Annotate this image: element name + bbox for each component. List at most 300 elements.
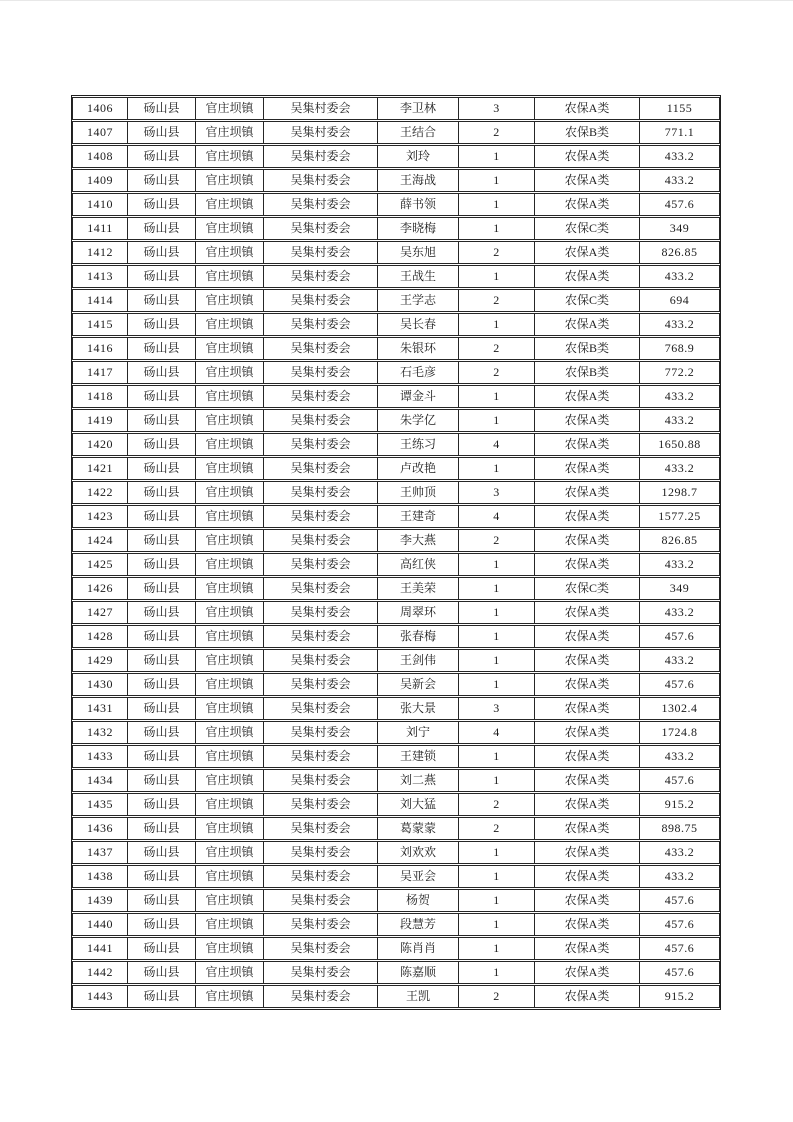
cell-town: 官庄坝镇 bbox=[196, 337, 264, 360]
cell-insurance-category: 农保A类 bbox=[535, 505, 640, 528]
cell-serial-number: 1416 bbox=[72, 337, 128, 360]
cell-serial-number: 1419 bbox=[72, 409, 128, 432]
table-row bbox=[72, 337, 720, 360]
cell-county: 砀山县 bbox=[128, 241, 196, 264]
cell-serial-number: 1441 bbox=[72, 937, 128, 960]
cell-amount: 433.2 bbox=[640, 265, 720, 288]
cell-amount: 433.2 bbox=[640, 169, 720, 192]
cell-county: 砀山县 bbox=[128, 481, 196, 504]
cell-amount: 433.2 bbox=[640, 409, 720, 432]
cell-person-count: 2 bbox=[459, 337, 535, 360]
table-row bbox=[72, 505, 720, 528]
cell-amount: 457.6 bbox=[640, 769, 720, 792]
cell-person-name: 葛蒙蒙 bbox=[378, 817, 459, 840]
cell-insurance-category: 农保A类 bbox=[535, 529, 640, 552]
cell-serial-number: 1434 bbox=[72, 769, 128, 792]
cell-person-count: 1 bbox=[459, 673, 535, 696]
cell-serial-number: 1415 bbox=[72, 313, 128, 336]
cell-town: 官庄坝镇 bbox=[196, 385, 264, 408]
cell-county: 砀山县 bbox=[128, 289, 196, 312]
cell-county: 砀山县 bbox=[128, 889, 196, 912]
table-row bbox=[72, 889, 720, 912]
cell-village-committee: 吴集村委会 bbox=[264, 985, 378, 1008]
cell-person-count: 2 bbox=[459, 241, 535, 264]
cell-insurance-category: 农保A类 bbox=[535, 865, 640, 888]
cell-village-committee: 吴集村委会 bbox=[264, 433, 378, 456]
cell-amount: 772.2 bbox=[640, 361, 720, 384]
table-row bbox=[72, 865, 720, 888]
cell-amount: 898.75 bbox=[640, 817, 720, 840]
cell-serial-number: 1440 bbox=[72, 913, 128, 936]
cell-county: 砀山县 bbox=[128, 649, 196, 672]
table-row bbox=[72, 649, 720, 672]
cell-serial-number: 1431 bbox=[72, 697, 128, 720]
cell-insurance-category: 农保A类 bbox=[535, 913, 640, 936]
cell-serial-number: 1426 bbox=[72, 577, 128, 600]
cell-person-count: 1 bbox=[459, 649, 535, 672]
cell-insurance-category: 农保A类 bbox=[535, 625, 640, 648]
cell-amount: 433.2 bbox=[640, 313, 720, 336]
cell-county: 砀山县 bbox=[128, 361, 196, 384]
cell-village-committee: 吴集村委会 bbox=[264, 793, 378, 816]
cell-village-committee: 吴集村委会 bbox=[264, 337, 378, 360]
cell-village-committee: 吴集村委会 bbox=[264, 865, 378, 888]
cell-person-count: 2 bbox=[459, 817, 535, 840]
cell-person-count: 1 bbox=[459, 577, 535, 600]
cell-insurance-category: 农保B类 bbox=[535, 337, 640, 360]
table-row bbox=[72, 361, 720, 384]
cell-amount: 349 bbox=[640, 217, 720, 240]
cell-insurance-category: 农保B类 bbox=[535, 121, 640, 144]
cell-village-committee: 吴集村委会 bbox=[264, 481, 378, 504]
cell-village-committee: 吴集村委会 bbox=[264, 217, 378, 240]
cell-serial-number: 1407 bbox=[72, 121, 128, 144]
cell-insurance-category: 农保C类 bbox=[535, 577, 640, 600]
cell-county: 砀山县 bbox=[128, 985, 196, 1008]
cell-person-name: 石毛彦 bbox=[378, 361, 459, 384]
cell-village-committee: 吴集村委会 bbox=[264, 241, 378, 264]
cell-amount: 433.2 bbox=[640, 865, 720, 888]
cell-person-count: 1 bbox=[459, 625, 535, 648]
cell-serial-number: 1432 bbox=[72, 721, 128, 744]
cell-amount: 433.2 bbox=[640, 145, 720, 168]
cell-town: 官庄坝镇 bbox=[196, 265, 264, 288]
table-row bbox=[72, 985, 720, 1008]
cell-person-name: 张大景 bbox=[378, 697, 459, 720]
cell-person-name: 王练习 bbox=[378, 433, 459, 456]
cell-amount: 457.6 bbox=[640, 913, 720, 936]
cell-county: 砀山县 bbox=[128, 721, 196, 744]
page-edge-line bbox=[0, 0, 793, 1]
cell-person-count: 2 bbox=[459, 985, 535, 1008]
cell-village-committee: 吴集村委会 bbox=[264, 601, 378, 624]
cell-town: 官庄坝镇 bbox=[196, 505, 264, 528]
cell-person-name: 周翠环 bbox=[378, 601, 459, 624]
cell-person-count: 2 bbox=[459, 121, 535, 144]
cell-village-committee: 吴集村委会 bbox=[264, 745, 378, 768]
cell-amount: 694 bbox=[640, 289, 720, 312]
cell-county: 砀山县 bbox=[128, 793, 196, 816]
cell-person-name: 王战生 bbox=[378, 265, 459, 288]
cell-amount: 433.2 bbox=[640, 745, 720, 768]
cell-village-committee: 吴集村委会 bbox=[264, 409, 378, 432]
table-row bbox=[72, 745, 720, 768]
cell-person-name: 李晓梅 bbox=[378, 217, 459, 240]
cell-insurance-category: 农保A类 bbox=[535, 409, 640, 432]
cell-town: 官庄坝镇 bbox=[196, 529, 264, 552]
cell-village-committee: 吴集村委会 bbox=[264, 841, 378, 864]
cell-county: 砀山县 bbox=[128, 841, 196, 864]
cell-town: 官庄坝镇 bbox=[196, 697, 264, 720]
cell-insurance-category: 农保A类 bbox=[535, 937, 640, 960]
cell-insurance-category: 农保A类 bbox=[535, 433, 640, 456]
cell-village-committee: 吴集村委会 bbox=[264, 769, 378, 792]
cell-town: 官庄坝镇 bbox=[196, 409, 264, 432]
cell-town: 官庄坝镇 bbox=[196, 769, 264, 792]
table-row bbox=[72, 97, 720, 120]
cell-person-name: 王学志 bbox=[378, 289, 459, 312]
cell-person-count: 2 bbox=[459, 793, 535, 816]
cell-insurance-category: 农保A类 bbox=[535, 145, 640, 168]
cell-village-committee: 吴集村委会 bbox=[264, 289, 378, 312]
cell-town: 官庄坝镇 bbox=[196, 121, 264, 144]
table-row bbox=[72, 673, 720, 696]
cell-person-name: 王美荣 bbox=[378, 577, 459, 600]
cell-serial-number: 1420 bbox=[72, 433, 128, 456]
cell-amount: 433.2 bbox=[640, 553, 720, 576]
cell-person-name: 刘欢欢 bbox=[378, 841, 459, 864]
table-row bbox=[72, 601, 720, 624]
cell-serial-number: 1411 bbox=[72, 217, 128, 240]
cell-person-name: 李卫林 bbox=[378, 97, 459, 120]
cell-person-name: 吴新会 bbox=[378, 673, 459, 696]
cell-insurance-category: 农保A类 bbox=[535, 841, 640, 864]
cell-village-committee: 吴集村委会 bbox=[264, 913, 378, 936]
cell-insurance-category: 农保C类 bbox=[535, 217, 640, 240]
cell-person-name: 朱学亿 bbox=[378, 409, 459, 432]
cell-serial-number: 1422 bbox=[72, 481, 128, 504]
table-row bbox=[72, 313, 720, 336]
table-row bbox=[72, 289, 720, 312]
table-row bbox=[72, 241, 720, 264]
cell-county: 砀山县 bbox=[128, 457, 196, 480]
cell-person-name: 陈嘉顺 bbox=[378, 961, 459, 984]
cell-serial-number: 1437 bbox=[72, 841, 128, 864]
cell-town: 官庄坝镇 bbox=[196, 361, 264, 384]
cell-amount: 457.6 bbox=[640, 673, 720, 696]
cell-village-committee: 吴集村委会 bbox=[264, 313, 378, 336]
cell-county: 砀山县 bbox=[128, 97, 196, 120]
cell-serial-number: 1428 bbox=[72, 625, 128, 648]
cell-person-count: 1 bbox=[459, 889, 535, 912]
cell-person-count: 2 bbox=[459, 529, 535, 552]
cell-county: 砀山县 bbox=[128, 817, 196, 840]
cell-insurance-category: 农保A类 bbox=[535, 721, 640, 744]
cell-person-count: 1 bbox=[459, 409, 535, 432]
cell-village-committee: 吴集村委会 bbox=[264, 505, 378, 528]
cell-amount: 457.6 bbox=[640, 889, 720, 912]
cell-amount: 826.85 bbox=[640, 529, 720, 552]
cell-town: 官庄坝镇 bbox=[196, 937, 264, 960]
cell-serial-number: 1429 bbox=[72, 649, 128, 672]
cell-insurance-category: 农保A类 bbox=[535, 313, 640, 336]
cell-serial-number: 1443 bbox=[72, 985, 128, 1008]
table-row bbox=[72, 913, 720, 936]
cell-insurance-category: 农保A类 bbox=[535, 481, 640, 504]
cell-village-committee: 吴集村委会 bbox=[264, 97, 378, 120]
cell-county: 砀山县 bbox=[128, 385, 196, 408]
cell-insurance-category: 农保A类 bbox=[535, 817, 640, 840]
table-row bbox=[72, 721, 720, 744]
cell-town: 官庄坝镇 bbox=[196, 625, 264, 648]
cell-insurance-category: 农保A类 bbox=[535, 985, 640, 1008]
cell-village-committee: 吴集村委会 bbox=[264, 721, 378, 744]
cell-county: 砀山县 bbox=[128, 865, 196, 888]
cell-person-name: 吴亚会 bbox=[378, 865, 459, 888]
cell-insurance-category: 农保A类 bbox=[535, 265, 640, 288]
cell-person-name: 李大燕 bbox=[378, 529, 459, 552]
table-row bbox=[72, 121, 720, 144]
cell-person-count: 4 bbox=[459, 505, 535, 528]
cell-town: 官庄坝镇 bbox=[196, 817, 264, 840]
cell-village-committee: 吴集村委会 bbox=[264, 697, 378, 720]
table-row bbox=[72, 625, 720, 648]
cell-person-name: 王凯 bbox=[378, 985, 459, 1008]
cell-amount: 433.2 bbox=[640, 385, 720, 408]
cell-serial-number: 1410 bbox=[72, 193, 128, 216]
cell-county: 砀山县 bbox=[128, 745, 196, 768]
cell-amount: 1724.8 bbox=[640, 721, 720, 744]
cell-amount: 457.6 bbox=[640, 961, 720, 984]
cell-county: 砀山县 bbox=[128, 961, 196, 984]
cell-person-count: 4 bbox=[459, 721, 535, 744]
cell-village-committee: 吴集村委会 bbox=[264, 961, 378, 984]
cell-insurance-category: 农保A类 bbox=[535, 457, 640, 480]
table-body bbox=[72, 97, 720, 1008]
cell-amount: 1650.88 bbox=[640, 433, 720, 456]
cell-person-count: 1 bbox=[459, 913, 535, 936]
cell-amount: 1302.4 bbox=[640, 697, 720, 720]
cell-serial-number: 1417 bbox=[72, 361, 128, 384]
cell-insurance-category: 农保A类 bbox=[535, 193, 640, 216]
table-row bbox=[72, 265, 720, 288]
cell-village-committee: 吴集村委会 bbox=[264, 145, 378, 168]
cell-county: 砀山县 bbox=[128, 337, 196, 360]
cell-insurance-category: 农保A类 bbox=[535, 793, 640, 816]
table-row bbox=[72, 169, 720, 192]
table-row bbox=[72, 385, 720, 408]
cell-person-count: 3 bbox=[459, 481, 535, 504]
cell-county: 砀山县 bbox=[128, 937, 196, 960]
cell-serial-number: 1438 bbox=[72, 865, 128, 888]
cell-serial-number: 1406 bbox=[72, 97, 128, 120]
cell-person-name: 张春梅 bbox=[378, 625, 459, 648]
cell-amount: 1298.7 bbox=[640, 481, 720, 504]
cell-insurance-category: 农保A类 bbox=[535, 889, 640, 912]
cell-town: 官庄坝镇 bbox=[196, 553, 264, 576]
cell-person-count: 1 bbox=[459, 961, 535, 984]
table-row bbox=[72, 841, 720, 864]
cell-village-committee: 吴集村委会 bbox=[264, 817, 378, 840]
insurance-roster-table bbox=[72, 96, 720, 1009]
cell-amount: 457.6 bbox=[640, 937, 720, 960]
cell-person-name: 陈肖肖 bbox=[378, 937, 459, 960]
cell-person-count: 1 bbox=[459, 169, 535, 192]
cell-serial-number: 1412 bbox=[72, 241, 128, 264]
table-row bbox=[72, 217, 720, 240]
cell-person-name: 刘二燕 bbox=[378, 769, 459, 792]
cell-town: 官庄坝镇 bbox=[196, 457, 264, 480]
insurance-roster-table-frame bbox=[71, 95, 721, 1010]
cell-person-count: 1 bbox=[459, 937, 535, 960]
cell-town: 官庄坝镇 bbox=[196, 961, 264, 984]
cell-serial-number: 1439 bbox=[72, 889, 128, 912]
cell-county: 砀山县 bbox=[128, 529, 196, 552]
cell-insurance-category: 农保A类 bbox=[535, 385, 640, 408]
cell-town: 官庄坝镇 bbox=[196, 793, 264, 816]
cell-town: 官庄坝镇 bbox=[196, 169, 264, 192]
table-row bbox=[72, 793, 720, 816]
cell-insurance-category: 农保A类 bbox=[535, 553, 640, 576]
cell-county: 砀山县 bbox=[128, 625, 196, 648]
cell-village-committee: 吴集村委会 bbox=[264, 121, 378, 144]
cell-serial-number: 1424 bbox=[72, 529, 128, 552]
cell-insurance-category: 农保C类 bbox=[535, 289, 640, 312]
cell-town: 官庄坝镇 bbox=[196, 913, 264, 936]
cell-village-committee: 吴集村委会 bbox=[264, 577, 378, 600]
cell-person-count: 1 bbox=[459, 553, 535, 576]
cell-village-committee: 吴集村委会 bbox=[264, 361, 378, 384]
cell-person-count: 1 bbox=[459, 217, 535, 240]
cell-person-count: 1 bbox=[459, 457, 535, 480]
cell-person-count: 1 bbox=[459, 769, 535, 792]
cell-person-name: 杨贺 bbox=[378, 889, 459, 912]
cell-village-committee: 吴集村委会 bbox=[264, 265, 378, 288]
cell-serial-number: 1409 bbox=[72, 169, 128, 192]
cell-village-committee: 吴集村委会 bbox=[264, 625, 378, 648]
cell-county: 砀山县 bbox=[128, 217, 196, 240]
table-row bbox=[72, 553, 720, 576]
cell-serial-number: 1430 bbox=[72, 673, 128, 696]
cell-county: 砀山县 bbox=[128, 409, 196, 432]
cell-serial-number: 1435 bbox=[72, 793, 128, 816]
cell-person-name: 高红侠 bbox=[378, 553, 459, 576]
cell-insurance-category: 农保A类 bbox=[535, 649, 640, 672]
cell-village-committee: 吴集村委会 bbox=[264, 385, 378, 408]
cell-person-count: 1 bbox=[459, 145, 535, 168]
cell-county: 砀山县 bbox=[128, 769, 196, 792]
table-row bbox=[72, 577, 720, 600]
cell-amount: 433.2 bbox=[640, 841, 720, 864]
cell-insurance-category: 农保A类 bbox=[535, 241, 640, 264]
cell-amount: 826.85 bbox=[640, 241, 720, 264]
cell-insurance-category: 农保A类 bbox=[535, 169, 640, 192]
cell-town: 官庄坝镇 bbox=[196, 601, 264, 624]
table-row bbox=[72, 529, 720, 552]
cell-insurance-category: 农保A类 bbox=[535, 697, 640, 720]
cell-person-name: 段慧芳 bbox=[378, 913, 459, 936]
cell-serial-number: 1427 bbox=[72, 601, 128, 624]
cell-amount: 457.6 bbox=[640, 625, 720, 648]
cell-village-committee: 吴集村委会 bbox=[264, 937, 378, 960]
cell-person-name: 刘玲 bbox=[378, 145, 459, 168]
cell-county: 砀山县 bbox=[128, 265, 196, 288]
cell-person-name: 刘大猛 bbox=[378, 793, 459, 816]
cell-person-name: 王建锁 bbox=[378, 745, 459, 768]
cell-amount: 1155 bbox=[640, 97, 720, 120]
cell-village-committee: 吴集村委会 bbox=[264, 529, 378, 552]
table-row bbox=[72, 409, 720, 432]
cell-town: 官庄坝镇 bbox=[196, 577, 264, 600]
cell-county: 砀山县 bbox=[128, 169, 196, 192]
cell-town: 官庄坝镇 bbox=[196, 841, 264, 864]
cell-person-count: 2 bbox=[459, 289, 535, 312]
cell-town: 官庄坝镇 bbox=[196, 865, 264, 888]
cell-person-name: 吴长春 bbox=[378, 313, 459, 336]
cell-person-count: 1 bbox=[459, 313, 535, 336]
cell-person-name: 王海战 bbox=[378, 169, 459, 192]
table-row bbox=[72, 433, 720, 456]
cell-county: 砀山县 bbox=[128, 313, 196, 336]
cell-town: 官庄坝镇 bbox=[196, 745, 264, 768]
cell-amount: 768.9 bbox=[640, 337, 720, 360]
cell-person-count: 1 bbox=[459, 385, 535, 408]
cell-town: 官庄坝镇 bbox=[196, 889, 264, 912]
cell-serial-number: 1414 bbox=[72, 289, 128, 312]
cell-serial-number: 1421 bbox=[72, 457, 128, 480]
table-row bbox=[72, 769, 720, 792]
table-row bbox=[72, 457, 720, 480]
cell-insurance-category: 农保A类 bbox=[535, 601, 640, 624]
cell-county: 砀山县 bbox=[128, 913, 196, 936]
cell-insurance-category: 农保A类 bbox=[535, 745, 640, 768]
cell-town: 官庄坝镇 bbox=[196, 649, 264, 672]
cell-serial-number: 1408 bbox=[72, 145, 128, 168]
cell-amount: 433.2 bbox=[640, 649, 720, 672]
cell-amount: 349 bbox=[640, 577, 720, 600]
table-row bbox=[72, 481, 720, 504]
cell-town: 官庄坝镇 bbox=[196, 289, 264, 312]
table-row bbox=[72, 961, 720, 984]
cell-amount: 433.2 bbox=[640, 601, 720, 624]
cell-person-name: 王结合 bbox=[378, 121, 459, 144]
cell-insurance-category: 农保A类 bbox=[535, 97, 640, 120]
cell-person-name: 王剑伟 bbox=[378, 649, 459, 672]
cell-town: 官庄坝镇 bbox=[196, 313, 264, 336]
cell-amount: 1577.25 bbox=[640, 505, 720, 528]
cell-amount: 771.1 bbox=[640, 121, 720, 144]
cell-person-name: 吴东旭 bbox=[378, 241, 459, 264]
cell-person-name: 王帅顶 bbox=[378, 481, 459, 504]
cell-town: 官庄坝镇 bbox=[196, 193, 264, 216]
cell-amount: 433.2 bbox=[640, 457, 720, 480]
cell-serial-number: 1418 bbox=[72, 385, 128, 408]
cell-insurance-category: 农保A类 bbox=[535, 673, 640, 696]
cell-person-name: 朱银环 bbox=[378, 337, 459, 360]
cell-town: 官庄坝镇 bbox=[196, 721, 264, 744]
cell-village-committee: 吴集村委会 bbox=[264, 553, 378, 576]
cell-county: 砀山县 bbox=[128, 121, 196, 144]
cell-person-count: 1 bbox=[459, 745, 535, 768]
cell-person-name: 刘宁 bbox=[378, 721, 459, 744]
cell-county: 砀山县 bbox=[128, 577, 196, 600]
cell-town: 官庄坝镇 bbox=[196, 985, 264, 1008]
cell-serial-number: 1413 bbox=[72, 265, 128, 288]
cell-person-name: 王建奇 bbox=[378, 505, 459, 528]
cell-county: 砀山县 bbox=[128, 193, 196, 216]
cell-person-name: 薛书领 bbox=[378, 193, 459, 216]
cell-town: 官庄坝镇 bbox=[196, 97, 264, 120]
